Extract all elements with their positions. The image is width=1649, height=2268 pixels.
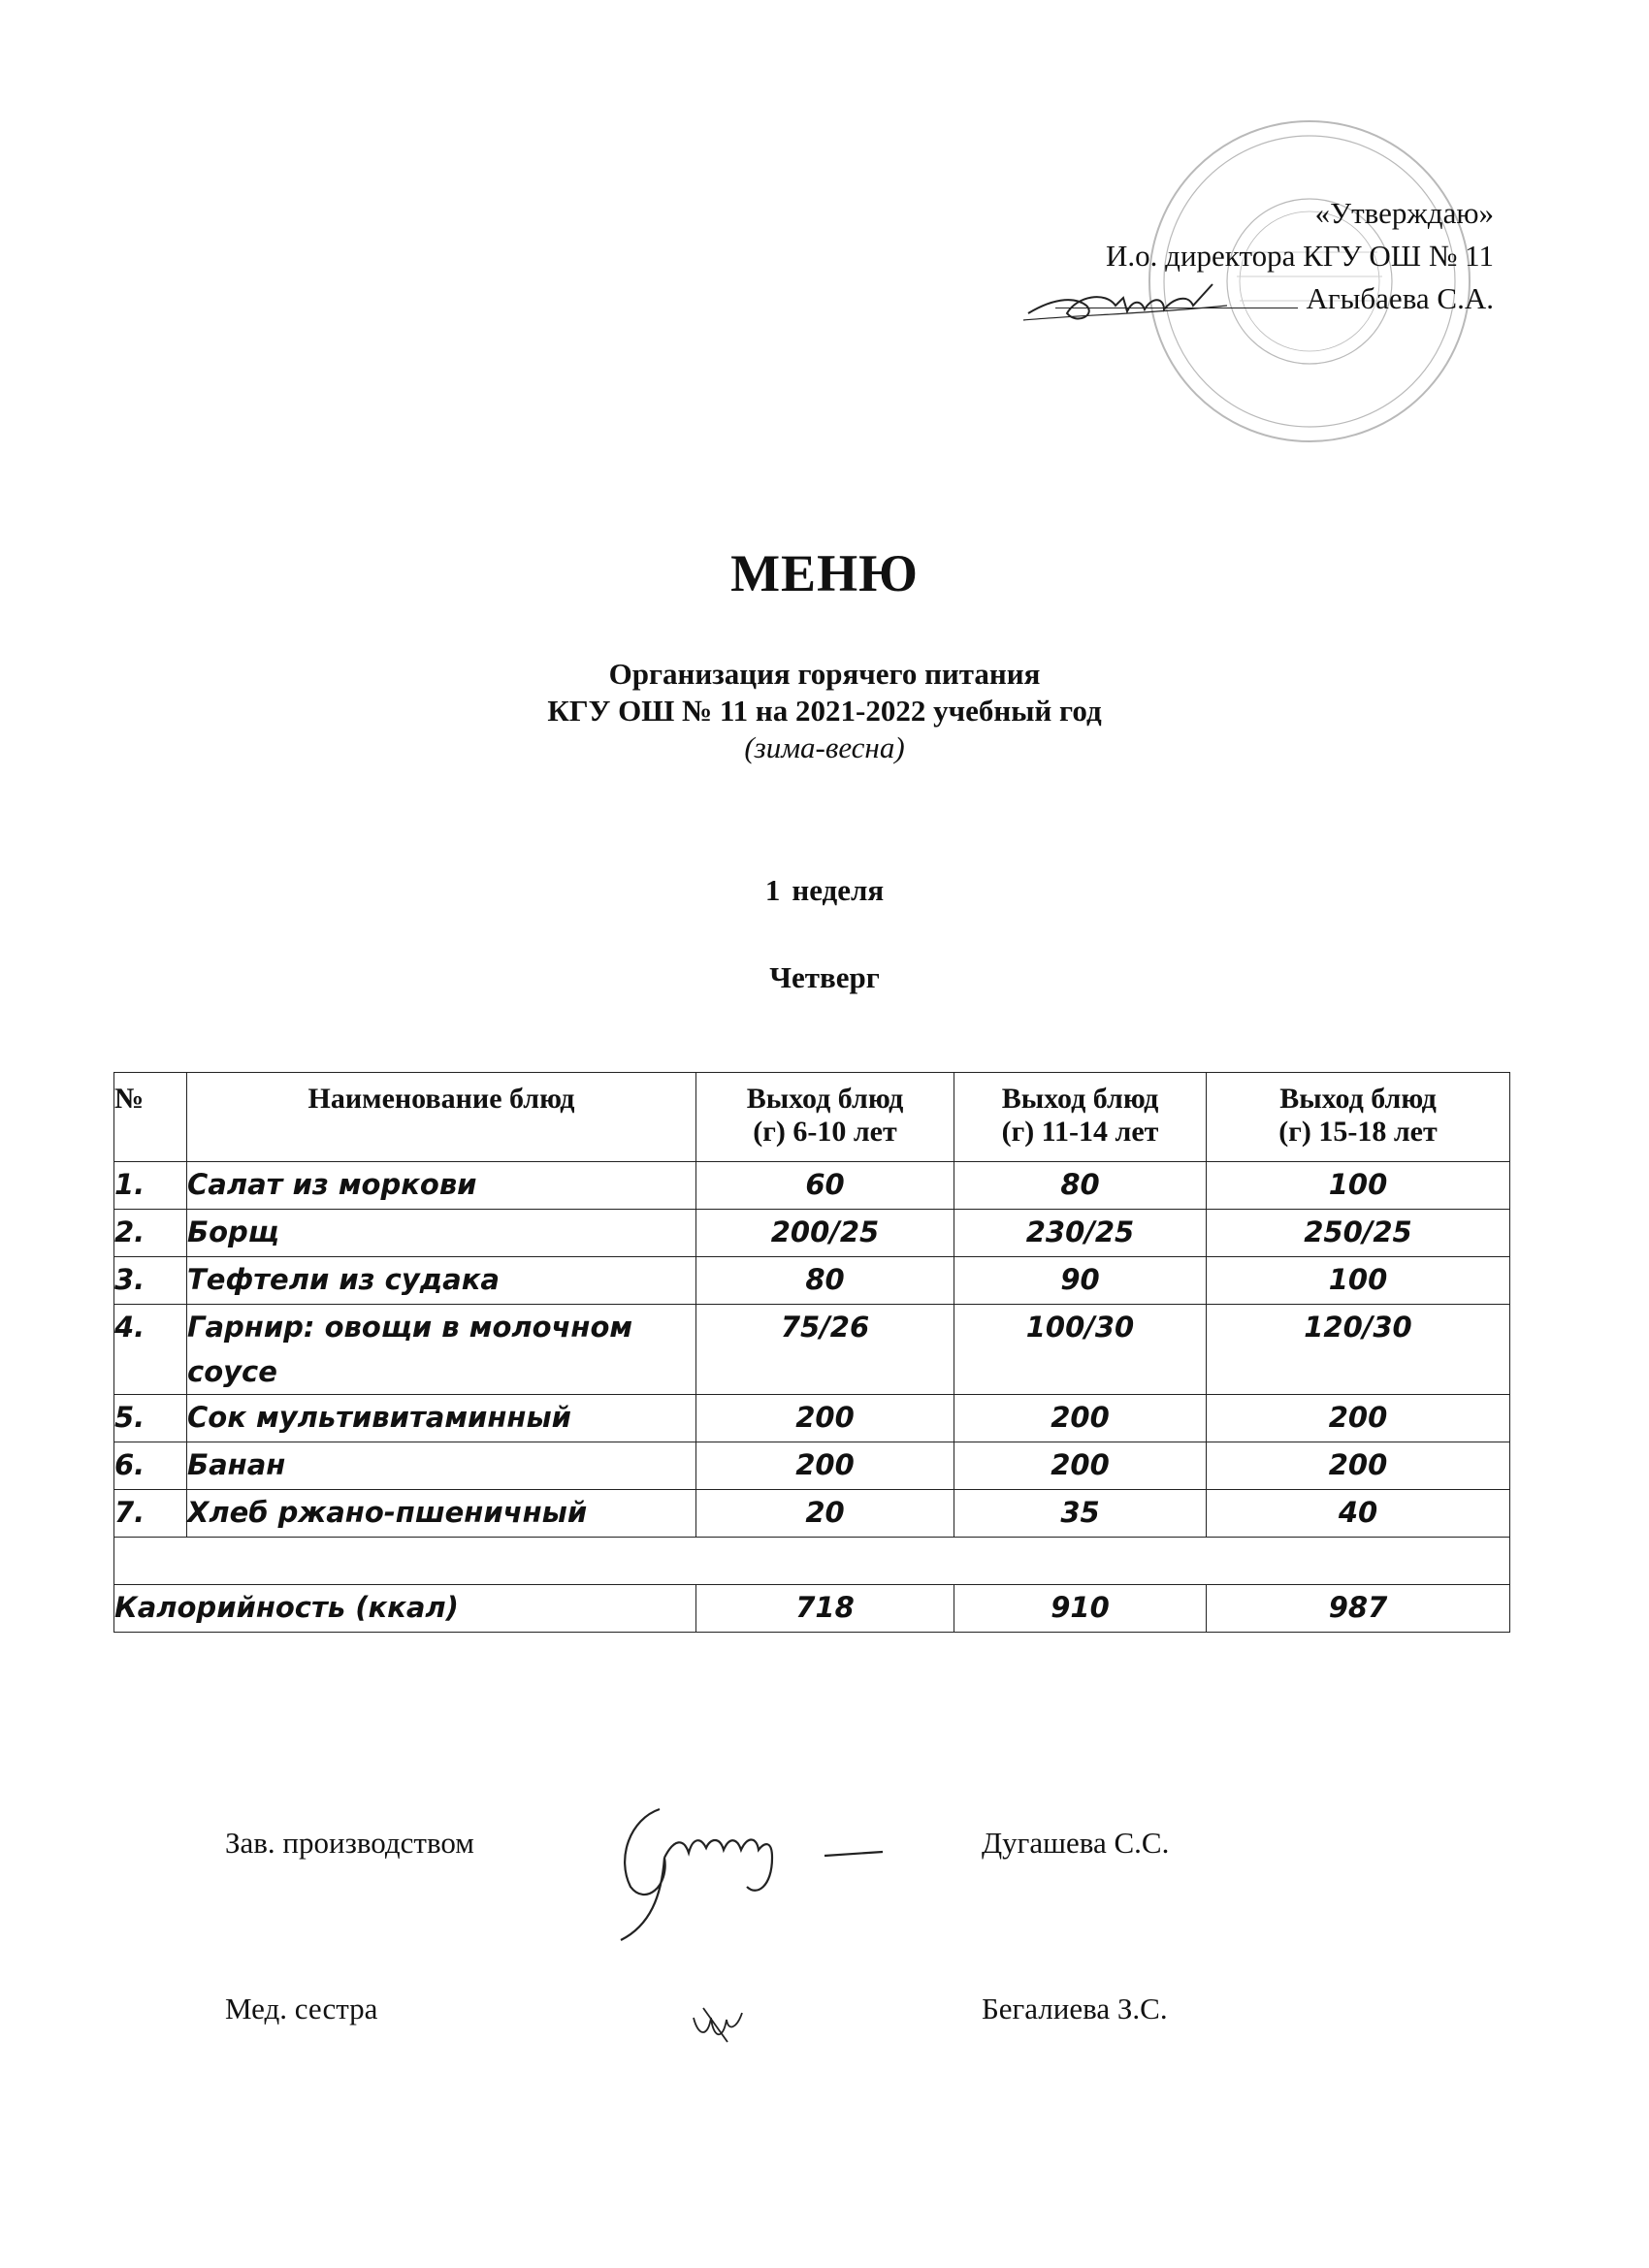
calories-6-10: 718 — [696, 1585, 954, 1633]
dish-name-line2: соусе — [187, 1355, 277, 1388]
header-age-11-14 — [954, 1073, 1207, 1162]
dish-name-line1: Гарнир: овощи в молочном — [187, 1311, 633, 1344]
portion-15-18: 250/25 — [1207, 1210, 1510, 1257]
calories-11-14: 910 — [954, 1585, 1207, 1633]
staff-role-nurse: Мед. сестра — [225, 1992, 378, 2025]
dish-name: Тефтели из судака — [187, 1257, 696, 1305]
row-num: 2. — [114, 1210, 187, 1257]
table-row — [114, 1395, 1510, 1442]
subtitle-block — [0, 656, 1649, 766]
portion-6-10: 20 — [696, 1490, 954, 1538]
portion-11-14: 80 — [954, 1162, 1207, 1210]
calories-label: Калорийность (ккал) — [114, 1585, 696, 1633]
header-name: Наименование блюд — [187, 1073, 696, 1162]
week-word: неделя — [792, 873, 885, 907]
table-row — [114, 1257, 1510, 1305]
table-row — [114, 1162, 1510, 1210]
row-num: 4. — [114, 1305, 187, 1395]
director-name: Агыбаева С.А. — [1306, 281, 1494, 315]
portion-11-14: 230/25 — [954, 1210, 1207, 1257]
staff-name-nurse: Бегалиева З.С. — [982, 1992, 1168, 2025]
table-row — [114, 1442, 1510, 1490]
portion-6-10: 75/26 — [696, 1305, 954, 1395]
header-age-15-18-line2: (г) 15-18 лет — [1278, 1116, 1438, 1148]
table-row — [114, 1305, 1510, 1395]
row-num: 1. — [114, 1162, 187, 1210]
calories-15-18: 987 — [1207, 1585, 1510, 1633]
portion-11-14: 200 — [954, 1442, 1207, 1490]
row-num: 5. — [114, 1395, 187, 1442]
portion-11-14: 35 — [954, 1490, 1207, 1538]
table-header-row — [114, 1073, 1510, 1162]
dish-name — [187, 1305, 696, 1395]
portion-6-10: 80 — [696, 1257, 954, 1305]
portion-15-18: 120/30 — [1207, 1305, 1510, 1395]
portion-11-14: 90 — [954, 1257, 1207, 1305]
portion-11-14: 200 — [954, 1395, 1207, 1442]
dish-name: Сок мультивитаминный — [187, 1395, 696, 1442]
dish-name: Борщ — [187, 1210, 696, 1257]
portion-6-10: 200 — [696, 1442, 954, 1490]
portion-11-14: 100/30 — [954, 1305, 1207, 1395]
calories-row — [114, 1585, 1510, 1633]
director-signature — [1018, 276, 1232, 335]
row-num: 7. — [114, 1490, 187, 1538]
portion-6-10: 200/25 — [696, 1210, 954, 1257]
portion-6-10: 200 — [696, 1395, 954, 1442]
header-age-6-10-line1: Выход блюд — [746, 1083, 904, 1115]
header-age-11-14-line1: Выход блюд — [1001, 1083, 1159, 1115]
table-row — [114, 1490, 1510, 1538]
approval-heading: «Утверждаю» — [1314, 196, 1494, 230]
row-num: 3. — [114, 1257, 187, 1305]
blank-row — [114, 1538, 1510, 1585]
header-age-6-10-line2: (г) 6-10 лет — [753, 1116, 897, 1148]
staff-name-production: Дугашева С.С. — [982, 1826, 1170, 1860]
subtitle-line-2: КГУ ОШ № 11 на 2021-2022 учебный год — [547, 694, 1102, 728]
week-label — [0, 873, 1649, 908]
approval-position: И.о. директора КГУ ОШ № 11 — [1106, 239, 1494, 273]
dish-name: Салат из моркови — [187, 1162, 696, 1210]
portion-15-18: 40 — [1207, 1490, 1510, 1538]
portion-15-18: 200 — [1207, 1442, 1510, 1490]
staff-role-production: Зав. производством — [225, 1826, 474, 1860]
header-age-6-10 — [696, 1073, 954, 1162]
portion-6-10: 60 — [696, 1162, 954, 1210]
header-age-11-14-line2: (г) 11-14 лет — [1001, 1116, 1159, 1148]
dish-name: Банан — [187, 1442, 696, 1490]
day-label: Четверг — [769, 960, 880, 994]
production-manager-signature — [592, 1780, 902, 1945]
page-title: МЕНЮ — [730, 544, 919, 602]
menu-table — [113, 1072, 1510, 1633]
header-num: № — [114, 1073, 187, 1162]
season-label: (зима-весна) — [744, 730, 905, 764]
table-row — [114, 1210, 1510, 1257]
row-num: 6. — [114, 1442, 187, 1490]
portion-15-18: 100 — [1207, 1257, 1510, 1305]
week-number: 1 — [764, 873, 781, 907]
header-age-15-18 — [1207, 1073, 1510, 1162]
subtitle-line-1: Организация горячего питания — [608, 657, 1041, 691]
portion-15-18: 100 — [1207, 1162, 1510, 1210]
portion-15-18: 200 — [1207, 1395, 1510, 1442]
dish-name: Хлеб ржано-пшеничный — [187, 1490, 696, 1538]
nurse-signature — [684, 1998, 752, 2052]
header-age-15-18-line1: Выход блюд — [1279, 1083, 1437, 1115]
blank-cell — [114, 1538, 1510, 1585]
